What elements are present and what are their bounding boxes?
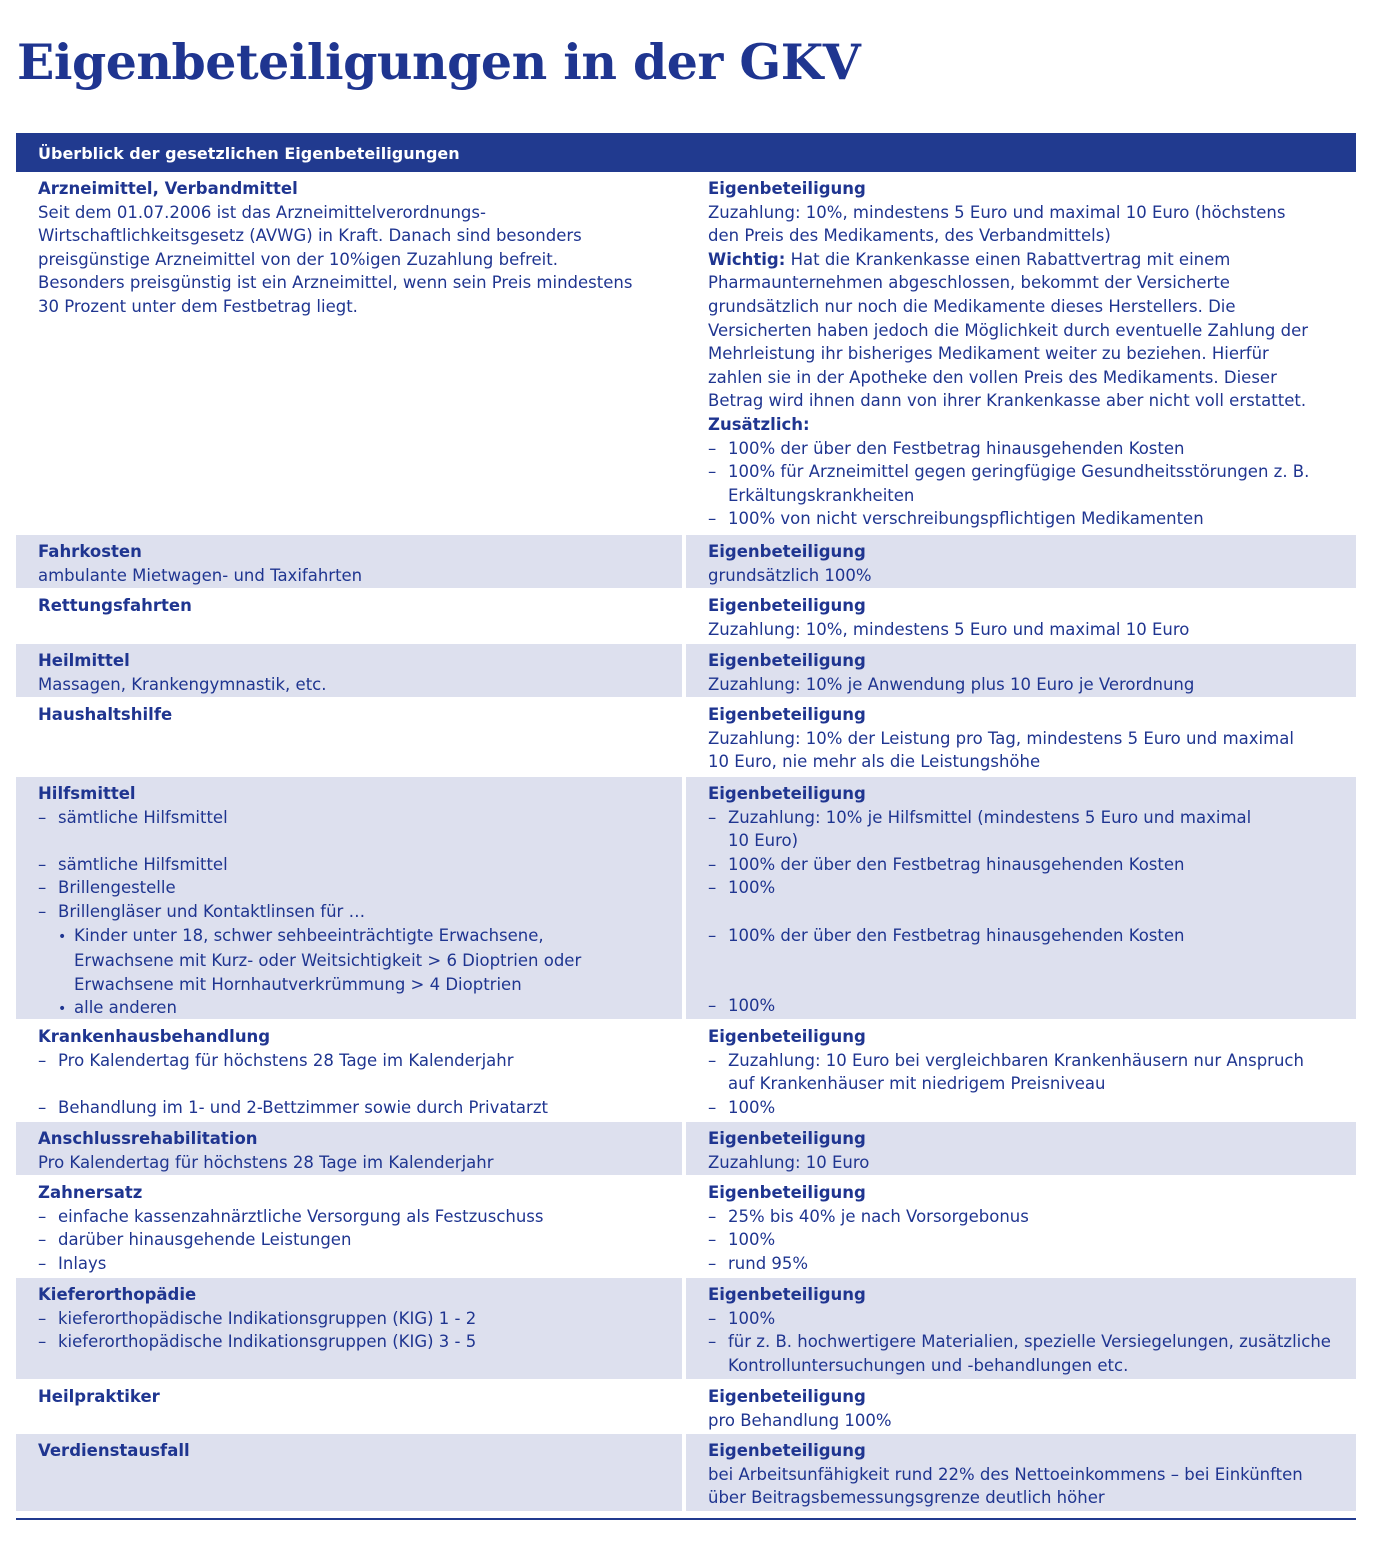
row-value-cell [686, 644, 1356, 697]
row-label-cell [16, 535, 682, 588]
list-item: – 100% für Arzneimittel gegen geringfügige Gesundheitsstörungen z. B. Erkältungskrankheiten [708, 460, 1350, 507]
row-title: Anschlussrehabilitation [38, 1129, 258, 1148]
value-text: Betrag wird ihnen dann von ihrer Krankenkasse aber nicht voll erstattet. [708, 391, 1307, 411]
row-title: Heilmittel [38, 651, 130, 670]
row-description: Seit dem 01.07.2006 ist das Arzneimittelverordnungs- [38, 202, 486, 222]
eigenbeteiligung-heading: Eigenbeteiligung [708, 705, 866, 724]
value-text: Zuzahlung: 10 Euro [708, 1152, 870, 1172]
value-text: Zuzahlung: 10% je Anwendung plus 10 Euro je Verordnung [708, 674, 1195, 694]
row-label-cell [16, 172, 682, 534]
row-description: Wirtschaftlichkeitsgesetz (AVWG) in Kraft. Danach sind besonders [38, 226, 582, 246]
list-item: – sämtliche Hilfsmittel [38, 853, 676, 877]
row-value-cell [686, 777, 1356, 1019]
table-row [16, 698, 1356, 777]
row-label-cell [16, 1020, 682, 1121]
table-row [16, 1434, 1356, 1512]
list-item: – rund 95% [708, 1252, 1350, 1276]
table-row [16, 1122, 1356, 1176]
eigenbeteiligung-heading: Eigenbeteiligung [708, 784, 866, 803]
list-item: – sämtliche Hilfsmittel [38, 806, 676, 830]
table-row [16, 589, 1356, 644]
row-title: Verdienstausfall [38, 1441, 190, 1460]
row-description: ambulante Mietwagen- und Taxifahrten [38, 565, 363, 585]
table-row [16, 1278, 1356, 1380]
value-text: den Preis des Medikaments, des Verbandmittels) [708, 226, 1111, 246]
list-item: – 100% [708, 876, 1350, 900]
row-label-cell [16, 1434, 682, 1511]
row-value-cell [686, 535, 1356, 588]
value-text: Zuzahlung: 10%, mindestens 5 Euro und maximal 10 Euro (höchstens [708, 202, 1286, 222]
eigenbeteiligung-heading: Eigenbeteiligung [708, 1027, 866, 1046]
row-title: Kieferorthopädie [38, 1285, 197, 1304]
row-value-cell [686, 1278, 1356, 1379]
value-text: zahlen sie in der Apotheke den vollen Preis des Medikaments. Dieser [708, 367, 1277, 387]
eigenbeteiligung-heading: Eigenbeteiligung [708, 651, 866, 670]
row-value-cell [686, 698, 1356, 776]
bottom-divider [16, 1518, 1356, 1520]
row-label-cell [16, 1122, 682, 1175]
sub-list-item: • alle anderen [38, 996, 676, 1022]
eigenbeteiligung-heading: Eigenbeteiligung [708, 1387, 866, 1406]
list-item: – 100% der über den Festbetrag hinausgehenden Kosten [708, 924, 1350, 948]
eigenbeteiligung-heading: Eigenbeteiligung [708, 1441, 866, 1460]
row-title: Krankenhausbehandlung [38, 1027, 271, 1046]
sub-list-item: • Kinder unter 18, schwer sehbeeinträchtigte Erwachsene, Erwachsene mit Kurz- oder Weitsichtigkeit > 6 Dioptrien oder Erwachsene mit Hornhautverkrümmung > 4 Dioptrien [38, 924, 676, 997]
list-item: – Pro Kalendertag für höchstens 28 Tage im Kalenderjahr [38, 1049, 676, 1073]
value-text: bei Arbeitsunfähigkeit rund 22% des Nettoeinkommens – bei Einkünften über Beitragsbemessungsgrenze deutlich höher [708, 1464, 1303, 1508]
table-row [16, 644, 1356, 698]
row-value-cell [686, 1434, 1356, 1511]
row-label-cell [16, 777, 682, 1019]
row-value-cell [686, 1020, 1356, 1121]
list-item: – 100% [708, 994, 1350, 1018]
row-description: preisgünstige Arzneimittel von der 10%igen Zuzahlung befreit. [38, 249, 558, 269]
list-item: – kieferorthopädische Indikationsgruppen (KIG) 3 - 5 [38, 1330, 676, 1354]
list-item: – Zuzahlung: 10 Euro bei vergleichbaren Krankenhäusern nur Anspruch auf Krankenhäuser mit niedrigem Preisniveau [708, 1049, 1350, 1096]
eigenbeteiligung-heading: Eigenbeteiligung [708, 179, 866, 198]
row-label-cell [16, 1380, 682, 1433]
row-value-cell [686, 1380, 1356, 1433]
value-text: Pharmaunternehmen abgeschlossen, bekommt der Versicherte [708, 273, 1230, 293]
row-title: Heilpraktiker [38, 1387, 160, 1406]
table-row [16, 1020, 1356, 1122]
row-title: Haushaltshilfe [38, 705, 173, 724]
value-text: pro Behandlung 100% [708, 1410, 892, 1430]
list-item: – Behandlung im 1- und 2-Bettzimmer sowie durch Privatarzt [38, 1096, 676, 1120]
list-item: – Zuzahlung: 10% je Hilfsmittel (mindestens 5 Euro und maximal 10 Euro) [708, 806, 1350, 853]
list-item: – für z. B. hochwertigere Materialien, spezielle Versiegelungen, zusätzliche Kontrolluntersuchungen und -behandlungen etc. [708, 1330, 1350, 1377]
list-item: – Brillengläser und Kontaktlinsen für … [38, 900, 676, 924]
value-text: Hat die Krankenkasse einen Rabattvertrag mit einem [785, 249, 1231, 269]
value-text: Zuzahlung: 10%, mindestens 5 Euro und maximal 10 Euro [708, 619, 1190, 639]
list-item: – kieferorthopädische Indikationsgruppen (KIG) 1 - 2 [38, 1307, 676, 1331]
row-value-cell [686, 1122, 1356, 1175]
table-row [16, 1380, 1356, 1434]
eigenbeteiligung-heading: Eigenbeteiligung [708, 1129, 866, 1148]
eigenbeteiligung-heading: Eigenbeteiligung [708, 1285, 866, 1304]
eigenbeteiligung-heading: Eigenbeteiligung [708, 596, 866, 615]
contribution-table [16, 133, 1356, 1512]
row-label-cell [16, 1176, 682, 1277]
list-item: – Inlays [38, 1252, 676, 1276]
value-text: grundsätzlich nur noch die Medikamente dieses Herstellers. Die [708, 296, 1236, 316]
eigenbeteiligung-heading: Eigenbeteiligung [708, 542, 866, 561]
row-value-cell [686, 172, 1356, 534]
table-row [16, 1176, 1356, 1278]
row-title: Arzneimittel, Verbandmittel [38, 179, 298, 198]
row-description: Pro Kalendertag für höchstens 28 Tage im Kalenderjahr [38, 1152, 494, 1172]
list-item: – 25% bis 40% je nach Vorsorgebonus [708, 1205, 1350, 1229]
table-row [16, 777, 1356, 1020]
list-item: – darüber hinausgehende Leistungen [38, 1228, 676, 1252]
value-text: Mehrleistung ihr bisheriges Medikament weiter zu beziehen. Hierfür [708, 344, 1269, 364]
row-title: Fahrkosten [38, 542, 142, 561]
table-row [16, 535, 1356, 589]
row-value-cell [686, 1176, 1356, 1277]
list-item: – 100% [708, 1307, 1350, 1331]
row-label-cell [16, 698, 682, 776]
wichtig-label: Wichtig: [708, 249, 786, 269]
value-text: Versicherten haben jedoch die Möglichkeit durch eventuelle Zahlung der [708, 320, 1309, 340]
eigenbeteiligung-heading: Eigenbeteiligung [708, 1183, 866, 1202]
page-title: Eigenbeteiligungen in der GKV [17, 33, 861, 91]
list-item: – 100% [708, 1228, 1350, 1252]
value-text: Zuzahlung: 10% der Leistung pro Tag, mindestens 5 Euro und maximal 10 Euro, nie mehr als die Leistungshöhe [708, 728, 1294, 772]
row-title: Rettungsfahrten [38, 596, 192, 615]
list-item: – 100% der über den Festbetrag hinausgehenden Kosten [708, 853, 1350, 877]
row-label-cell [16, 644, 682, 697]
list-item: – einfache kassenzahnärztliche Versorgung als Festzuschuss [38, 1205, 676, 1229]
row-description: 30 Prozent unter dem Festbetrag liegt. [38, 296, 358, 316]
list-item: – 100% [708, 1096, 1350, 1120]
row-title: Hilfsmittel [38, 784, 136, 803]
value-text: grundsätzlich 100% [708, 565, 872, 585]
list-item: – Brillengestelle [38, 876, 676, 900]
zusaetzlich-label: Zusätzlich: [708, 414, 810, 434]
row-title: Zahnersatz [38, 1183, 143, 1202]
table-header: Überblick der gesetzlichen Eigenbeteiligungen [16, 133, 1356, 172]
list-item: – 100% der über den Festbetrag hinausgehenden Kosten [708, 437, 1350, 461]
row-description: Massagen, Krankengymnastik, etc. [38, 674, 327, 694]
table-row [16, 172, 1356, 535]
list-item: – 100% von nicht verschreibungspflichtigen Medikamenten [708, 507, 1350, 531]
row-description: Besonders preisgünstig ist ein Arzneimittel, wenn sein Preis mindestens [38, 273, 633, 293]
row-label-cell [16, 1278, 682, 1379]
row-value-cell [686, 589, 1356, 643]
row-label-cell [16, 589, 682, 643]
